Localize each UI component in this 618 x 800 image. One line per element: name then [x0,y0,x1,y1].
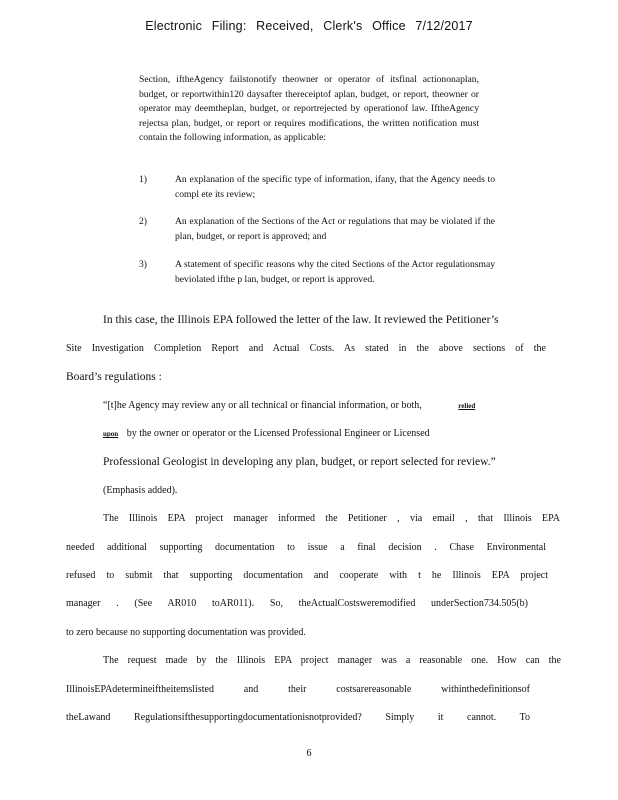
body-line: IllinoisEPAdetermineiftheitemslisted and their costsarereasonable withinthedefinitionsof [66,684,530,695]
body-line: The request made by the Illinois EPA project manager was a reasonable one. How can the [103,655,561,666]
emphasized-word: upon [103,430,119,438]
list-item-number: 2) [139,216,147,227]
body-line: (Emphasis added). [103,485,178,496]
body-line: Board’s regulations : [66,371,162,383]
emphasized-word: relied [458,402,476,410]
body-line: needed additional supporting documentation to issue a final decision . Chase Environmental [66,542,546,553]
quote-text: “[t]he Agency may review any or all technical or financial information, or both, [103,400,422,411]
body-line: refused to submit that supporting documentation and cooperate with t he Illinois EPA project [66,570,548,581]
body-line: to zero because no supporting documentation was provided. [66,627,306,638]
emphasis-quote-line [103,400,568,411]
body-line: The Illinois EPA project manager informed the Petitioner , via email , that Illinois EPA [103,513,560,524]
body-line: theLawand Regulationsifthesupportingdocumentationisnotprovided? Simply it cannot. To [66,712,530,723]
emphasis-quote-line [103,428,543,439]
page-number: 6 [306,748,312,759]
emphasis-quote-line: Professional Geologist in developing any plan, budget, or report selected for review.” [103,456,496,468]
filing-header: Electronic Filing: Received, Clerk's Office 7/12/2017 [145,19,473,33]
body-line: In this case, the Illinois EPA followed the letter of the law. It reviewed the Petitioner’s [103,314,499,326]
list-item-number: 1) [139,174,147,185]
list-item-number: 3) [139,259,147,270]
body-line: manager . (See AR010 toAR011). So, theActualCostsweremodified underSection734.505(b) [66,598,528,609]
list-item-text: A statement of specific reasons why the cited Sections of the Actor regulationsmay beviolated ifthe p lan, budget, or report is approved. [175,259,495,285]
body-line: Site Investigation Completion Report and Actual Costs. As stated in the above sections of the [66,343,546,354]
list-item-text: An explanation of the specific type of information, ifany, that the Agency needs to compl ete its review; [175,174,495,200]
list-item-text: An explanation of the Sections of the Act or regulations that may be violated if the plan, budget, or report is approved; and [175,216,495,242]
quote-text: by the owner or operator or the Licensed Professional Engineer or Licensed [126,428,430,439]
regulation-quote: Section, iftheAgency failstonotify theowner or operator of itsfinal actiononaplan, budget, or reportwithin120 daysafter thereceiptof aplan, budget, or report, theowner or operator may deemtheplan, budget, or reportrejected by operationof law. IftheAgency rejectsa plan, budget, or report or requires modifications, the written notification must contain the following information, as applicable: [139,74,479,144]
